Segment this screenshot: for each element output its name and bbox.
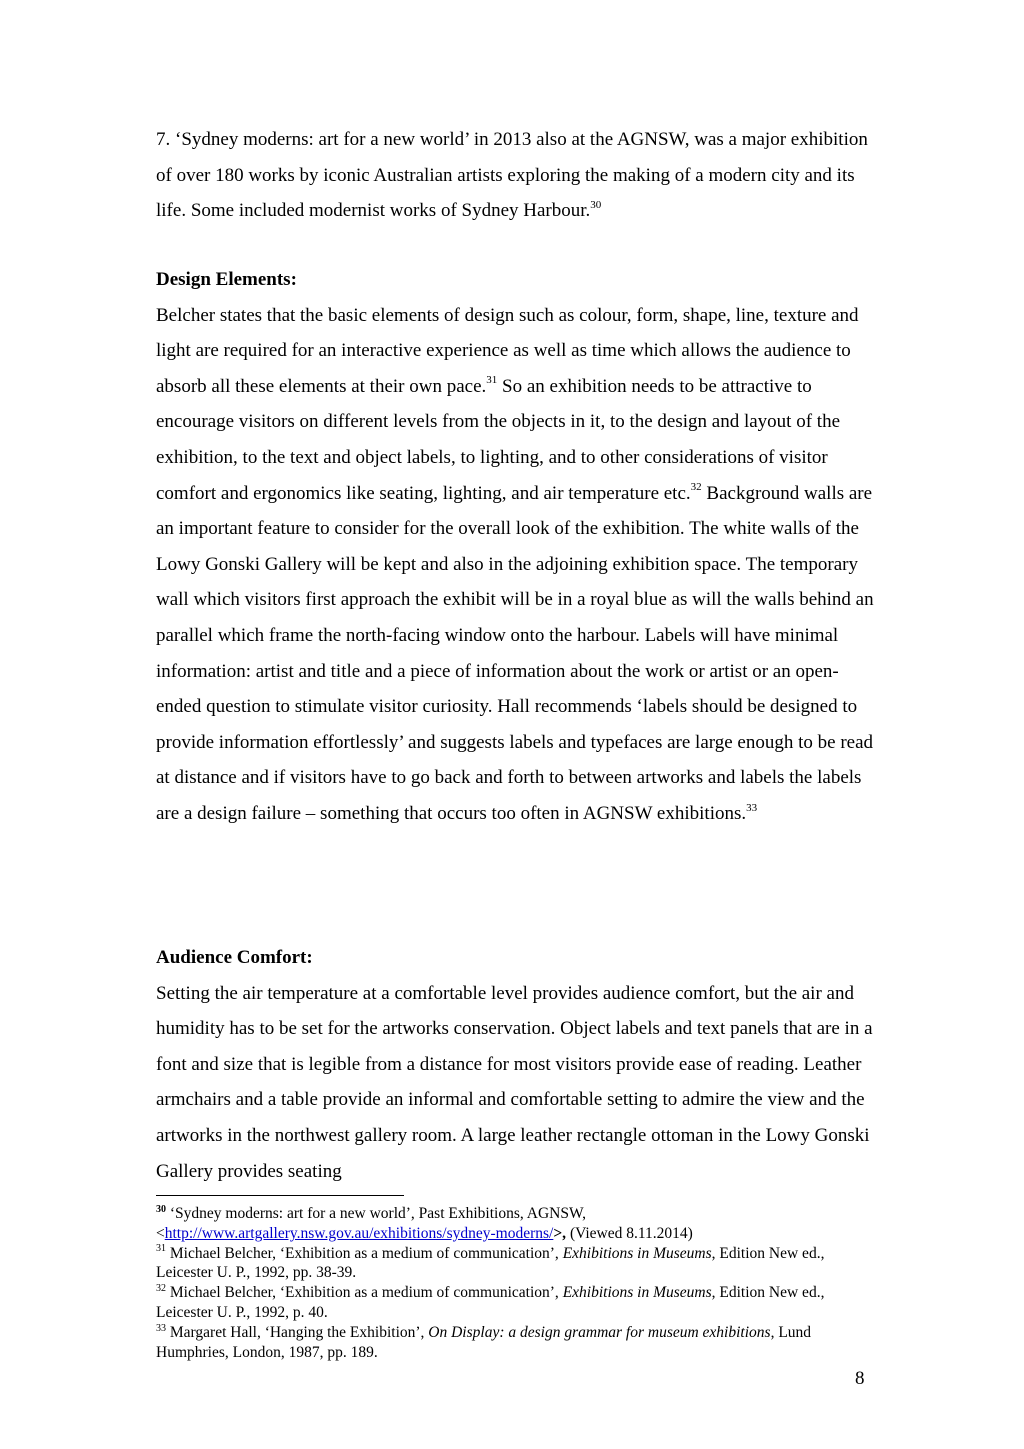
audience-comfort-paragraph: Setting the air temperature at a comfortable level provides audience comfort, but the air and humidity has to be set for the artworks conservation. Object labels and text panels that are in a font and size that is legible from a distance for most visitors provide ease of reading. Leather armchairs and a table provide an informal and comfortable setting to admire the view and the artworks in the northwest gallery room. A large leather rectangle ottoman in the Lowy Gonski Gallery provides seating [156, 982, 873, 1182]
footnote-30-link[interactable]: http://www.artgallery.nsw.gov.au/exhibitions/sydney-moderns/ [164, 1224, 554, 1242]
design-elements-section [156, 262, 876, 832]
page-number: 8 [855, 1368, 865, 1389]
footnote-ref-30[interactable]: 30 [590, 198, 602, 211]
footnote-32: $^{32}$ Michael Belcher, ‘Exhibition as a medium of communication’, Exhibitions in Museums, Edition New ed., Leicester U. P., 1992, p. 40. [156, 1283, 825, 1321]
footnote-ref-33[interactable]: 33 [746, 801, 758, 814]
list-item-7 [156, 122, 876, 229]
design-elements-paragraph: Belcher states that the basic elements of design such as colour, form, shape, line, texture and light are required for an interactive experience as well as time which allows the audience to absorb all these elements at their own pace.$^{31}$ So an exhibition needs to be attractive to encourage visitors on different levels from the objects in it, to the design and layout of the exhibition, to the text and object labels, to lighting, and to other considerations of visitor comfort and ergonomics like seating, lighting, and air temperature etc.$^{32}$ Background walls are an important feature to consider for the overall look of the exhibition. The white walls of the Lowy Gonski Gallery will be kept and also in the adjoining exhibition space. The temporary wall which visitors first approach the exhibit will be in a royal blue as will the walls behind an parallel which frame the north-facing window onto the harbour. Labels will have minimal information: artist and title and a piece of information about the work or artist or an open-ended question to stimulate visitor curiosity. Hall recommends ‘labels should be designed to provide information effortlessly’ and suggests labels and typefaces are large enough to be read at distance and if visitors have to go back and forth to between artworks and labels the labels are a design failure – something that occurs too often in AGNSW exhibitions.$^{33}$ [156, 304, 874, 824]
footnotes [156, 1204, 874, 1362]
footnote-30: $^{30}$ ‘Sydney moderns: art for a new world’, Past Exhibitions, AGNSW, <http://www.artgallery.nsw.gov.au/exhibitions/sydney-moderns/>, (Viewed 8.11.2014) [156, 1203, 693, 1242]
footnote-separator [156, 1195, 404, 1196]
footnote-33: $^{33}$ Margaret Hall, ‘Hanging the Exhibition’, On Display: a design grammar for museum exhibitions, Lund Humphries, London, 1987, pp. 189. [156, 1322, 812, 1361]
design-elements-heading: Design Elements: [156, 269, 297, 290]
footnote-31: $^{31}$ Michael Belcher, ‘Exhibition as a medium of communication’, Exhibitions in Museums, Edition New ed., Leicester U. P., 1992, pp. 38-39. [156, 1243, 825, 1282]
audience-comfort-heading: Audience Comfort: [156, 947, 313, 968]
audience-comfort-section [156, 940, 876, 1189]
item-7-text: 7. ‘Sydney moderns: art for a new world’ in 2013 also at the AGNSW, was a major exhibition of over 180 works by iconic Australian artists exploring the making of a modern city and its life. Some included modernist works of Sydney Harbour. [156, 129, 868, 222]
footnote-ref-31[interactable]: 31 [486, 374, 498, 387]
footnote-ref-32[interactable]: 32 [690, 481, 702, 494]
